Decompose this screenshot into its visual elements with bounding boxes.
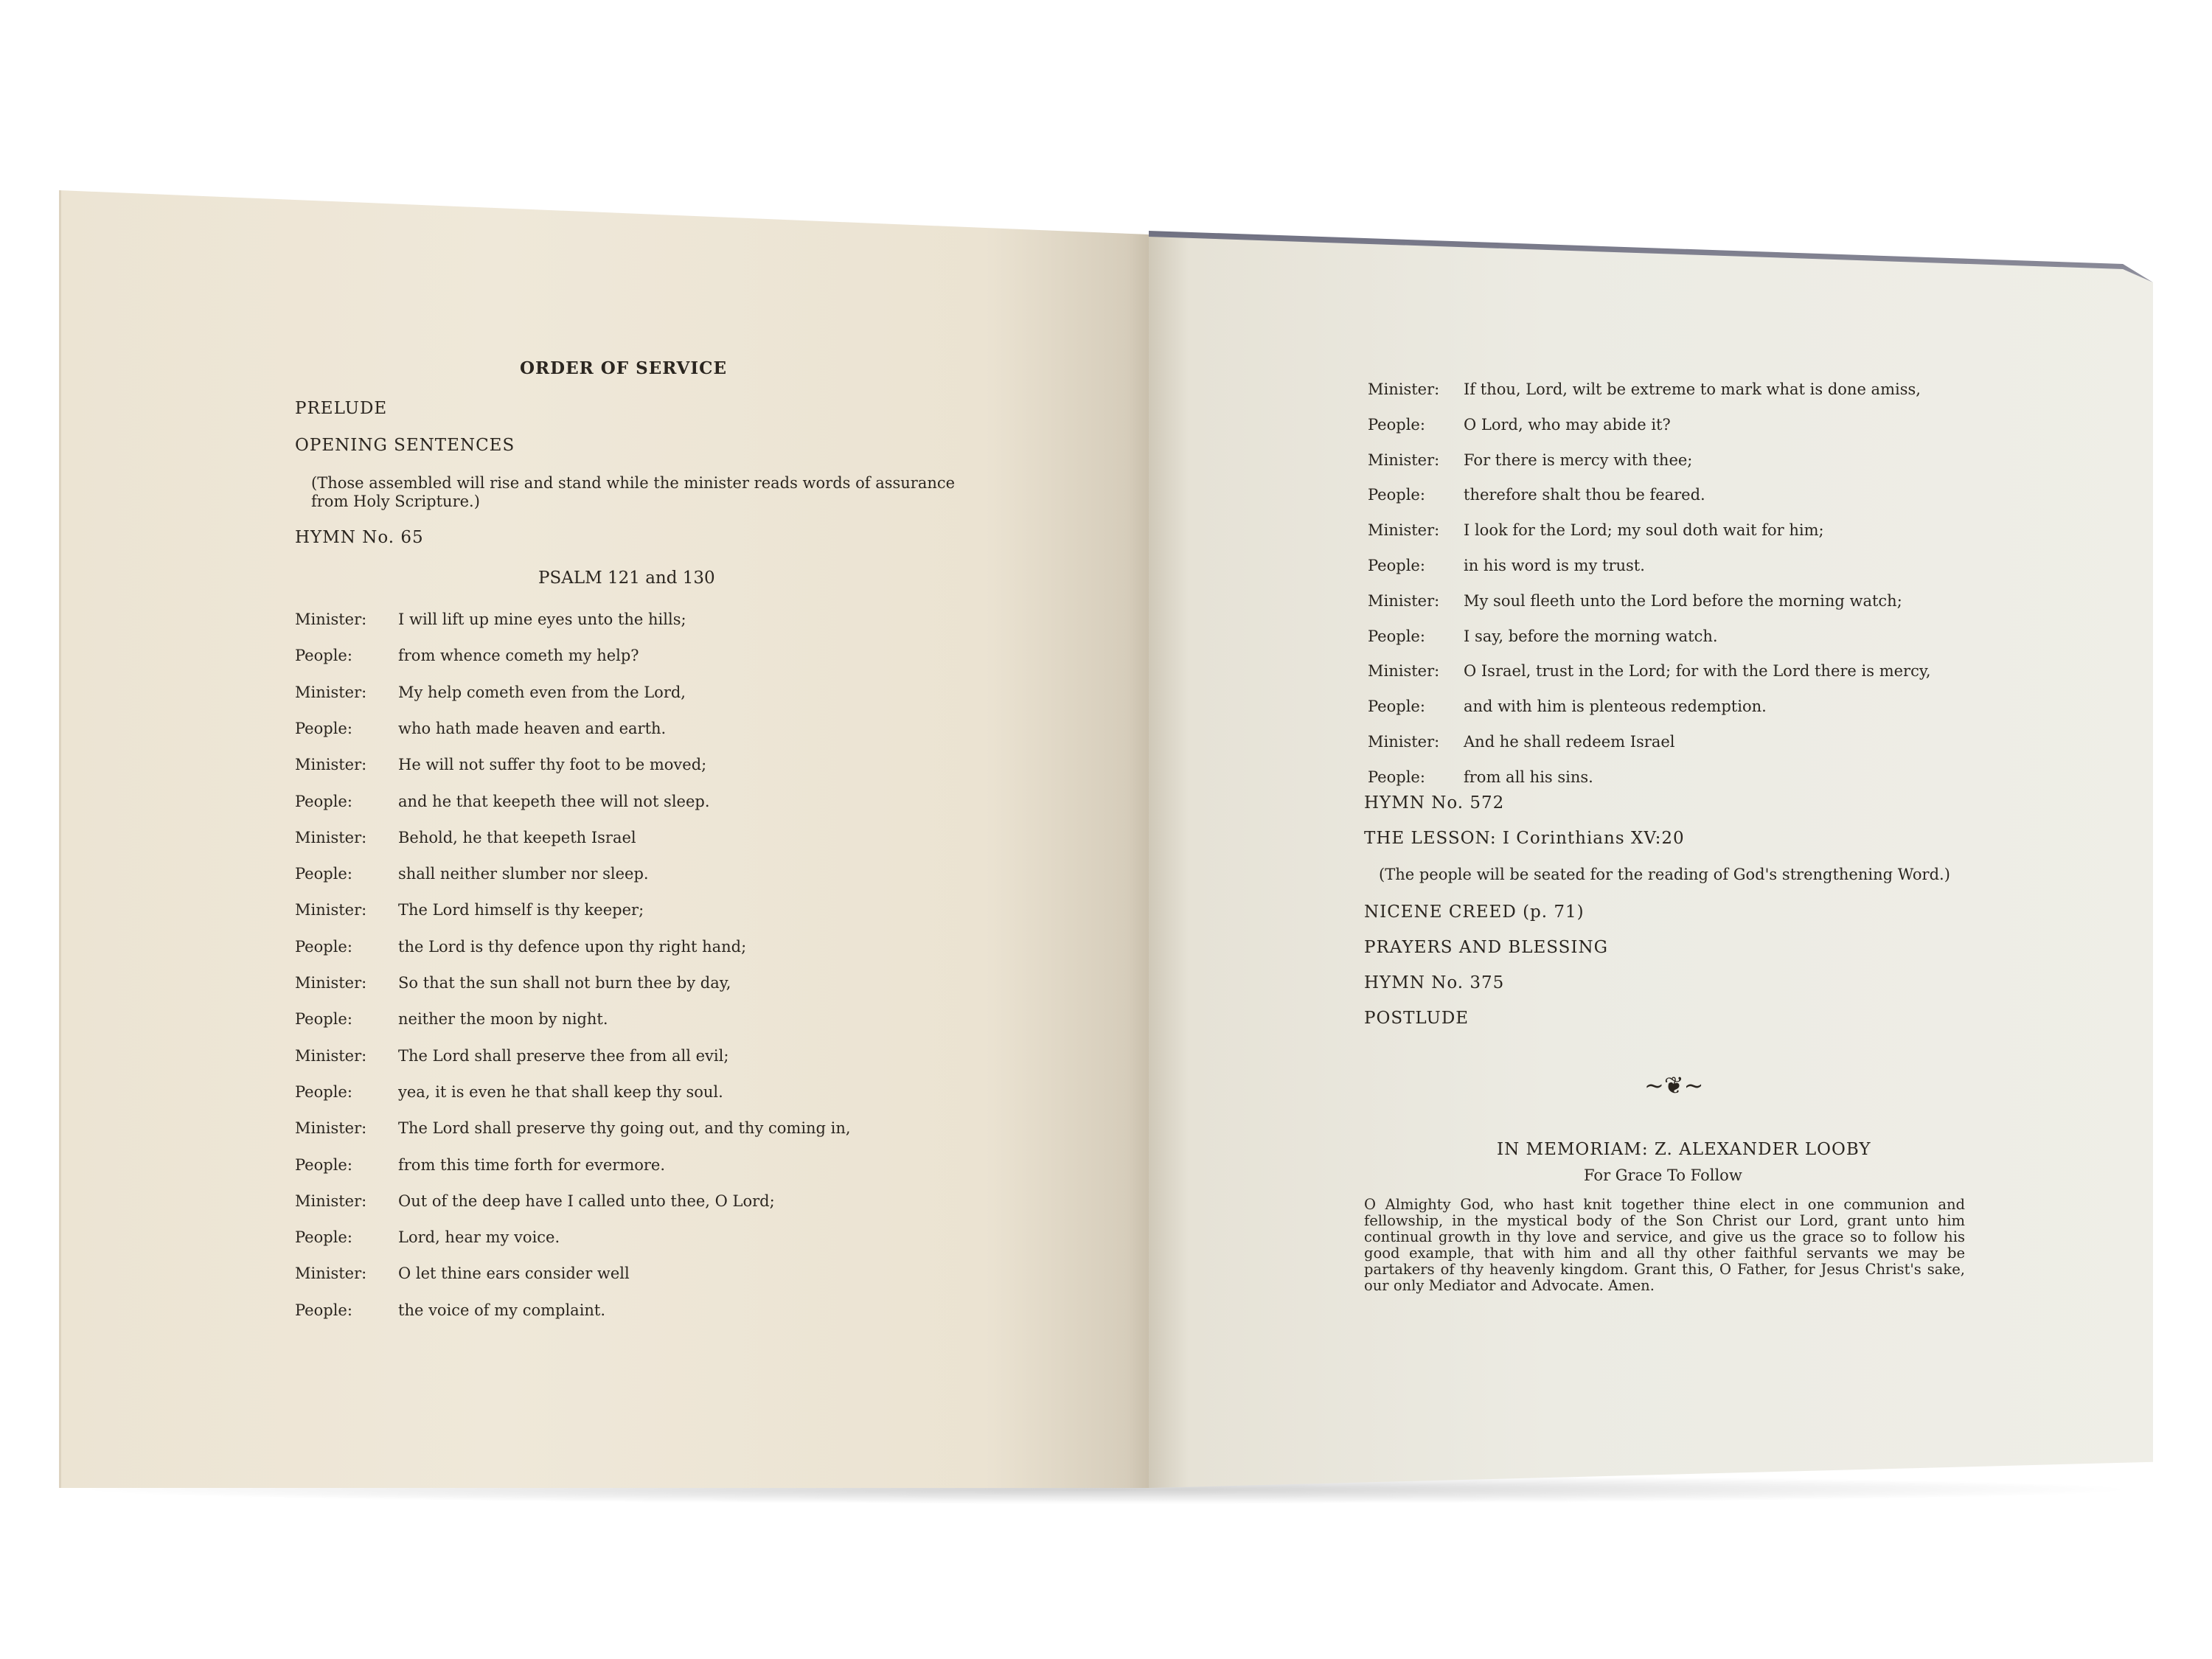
reading-role-label: People:: [1368, 486, 1425, 504]
reading-line-text: Out of the deep have I called unto thee, O Lord;: [398, 1192, 775, 1210]
reading-role-label: People:: [1368, 627, 1425, 645]
reading-line-text: The Lord himself is thy keeper;: [398, 901, 644, 919]
reading-role-label: Minister:: [1368, 733, 1440, 751]
reading-role-label: Minister:: [295, 611, 367, 628]
reading-role-label: People:: [295, 647, 352, 665]
reading-role-label: Minister:: [295, 1046, 367, 1065]
reading-role-label: People:: [295, 1301, 352, 1319]
order-of-service-title: ORDER OF SERVICE: [520, 358, 727, 378]
lesson-note: (The people will be seated for the reading of God's strengthening Word.): [1379, 866, 1950, 883]
reading-line-text: the voice of my complaint.: [398, 1301, 606, 1319]
ornament-divider: ~❦~: [1644, 1071, 1704, 1099]
reading-role-label: Minister:: [295, 1119, 367, 1138]
reading-line-text: O Israel, trust in the Lord; for with the Lord there is mercy,: [1464, 662, 1931, 681]
reading-line-text: in his word is my trust.: [1464, 557, 1645, 574]
postlude-heading: POSTLUDE: [1364, 1009, 1470, 1028]
reading-line-text: from whence cometh my help?: [398, 647, 639, 665]
reading-role-label: People:: [1368, 698, 1425, 716]
reading-line-text: And he shall redeem Israel: [1464, 733, 1675, 751]
reading-line-text: who hath made heaven and earth.: [398, 719, 667, 737]
open-booklet: [59, 190, 2153, 1488]
reading-line-text: Lord, hear my voice.: [398, 1228, 560, 1247]
reading-role-label: Minister:: [295, 901, 367, 919]
reading-role-label: People:: [295, 937, 352, 956]
reading-line-text: Behold, he that keepeth Israel: [398, 828, 636, 846]
reading-line-text: If thou, Lord, wilt be extreme to mark what is done amiss,: [1464, 380, 1921, 398]
reading-line-text: He will not suffer thy foot to be moved;: [398, 756, 707, 774]
reading-role-label: Minister:: [295, 1192, 367, 1210]
opening-sentences-heading: OPENING SENTENCES: [295, 436, 515, 455]
prayers-blessing-heading: PRAYERS AND BLESSING: [1364, 938, 1608, 957]
reading-role-label: People:: [295, 1155, 352, 1174]
prelude-heading: PRELUDE: [295, 399, 388, 418]
reading-line-text: O Lord, who may abide it?: [1464, 415, 1671, 434]
reading-role-label: Minister:: [1368, 451, 1440, 469]
reading-line-text: neither the moon by night.: [398, 1010, 608, 1029]
memoriam-subtitle: For Grace To Follow: [1584, 1166, 1742, 1184]
memoriam-title: IN MEMORIAM: Z. ALEXANDER LOOBY: [1497, 1140, 1871, 1159]
reading-line-text: from this time forth for evermore.: [398, 1155, 666, 1174]
reading-line-text: the Lord is thy defence upon thy right hand;: [398, 937, 747, 956]
hymn-572-heading: HYMN No. 572: [1364, 793, 1505, 813]
reading-line-text: therefore shalt thou be feared.: [1464, 486, 1705, 504]
reading-role-label: People:: [1368, 768, 1425, 786]
reading-role-label: Minister:: [295, 974, 367, 992]
reading-line-text: For there is mercy with thee;: [1464, 451, 1693, 469]
reading-role-label: People:: [295, 1010, 352, 1029]
hymn-65-heading: HYMN No. 65: [295, 528, 424, 547]
reading-line-text: I look for the Lord; my soul doth wait for him;: [1464, 521, 1824, 540]
reading-role-label: People:: [1368, 415, 1425, 434]
reading-role-label: Minister:: [295, 1265, 367, 1283]
reading-line-text: The Lord shall preserve thee from all evil;: [398, 1046, 729, 1065]
reading-role-label: People:: [295, 865, 352, 883]
reading-role-label: Minister:: [1368, 380, 1440, 398]
reading-role-label: Minister:: [295, 683, 367, 701]
reading-role-label: Minister:: [1368, 521, 1440, 540]
reading-role-label: People:: [295, 719, 352, 737]
nicene-creed-heading: NICENE CREED (p. 71): [1364, 902, 1585, 922]
reading-role-label: People:: [295, 1082, 352, 1101]
psalm-title: PSALM 121 and 130: [538, 568, 715, 588]
reading-line-text: So that the sun shall not burn thee by day,: [398, 974, 731, 992]
reading-role-label: People:: [295, 792, 352, 810]
reading-role-label: Minister:: [1368, 591, 1440, 610]
reading-line-text: My help cometh even from the Lord,: [398, 683, 686, 701]
lesson-heading: THE LESSON: I Corinthians XV:20: [1364, 829, 1685, 848]
reading-line-text: My soul fleeth unto the Lord before the morning watch;: [1464, 591, 1902, 610]
reading-line-text: The Lord shall preserve thy going out, and thy coming in,: [398, 1119, 851, 1138]
memorial-prayer: O Almighty God, who hast knit together thine elect in one communion and fellowship, in the mystical body of the Son Christ our Lord, grant unto him continual growth in thy love and service, and give us the grace so to follow his good example, that with him and all thy other faithful servants we may be partakers of thy heavenly kingdom. Grant this, O Father, for Jesus Christ's sake, our only Mediator and Advocate. Amen.: [1364, 1196, 1965, 1294]
opening-note: (Those assembled will rise and stand while the minister reads words of assurance from Holy Scripture.): [311, 474, 956, 510]
reading-role-label: People:: [1368, 557, 1425, 574]
reading-role-label: Minister:: [295, 828, 367, 846]
reading-line-text: I say, before the morning watch.: [1464, 627, 1718, 645]
reading-role-label: People:: [295, 1228, 352, 1247]
reading-line-text: shall neither slumber nor sleep.: [398, 865, 649, 883]
reading-role-label: Minister:: [295, 756, 367, 774]
reading-line-text: I will lift up mine eyes unto the hills;: [398, 611, 686, 628]
reading-role-label: Minister:: [1368, 662, 1440, 681]
reading-line-text: O let thine ears consider well: [398, 1265, 630, 1283]
reading-line-text: and with him is plenteous redemption.: [1464, 698, 1767, 716]
hymn-375-heading: HYMN No. 375: [1364, 973, 1505, 992]
reading-line-text: and he that keepeth thee will not sleep.: [398, 792, 710, 810]
reading-line-text: yea, it is even he that shall keep thy soul.: [398, 1082, 723, 1101]
reading-line-text: from all his sins.: [1464, 768, 1593, 786]
